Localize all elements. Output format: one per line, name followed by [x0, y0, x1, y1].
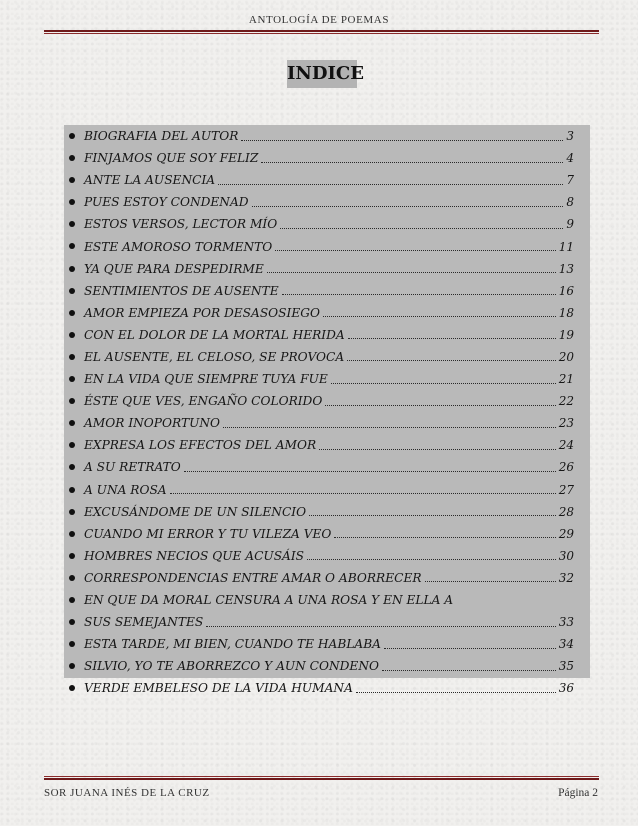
toc-entry-title: YA QUE PARA DESPEDIRME	[84, 261, 264, 276]
toc-entry[interactable]	[64, 589, 590, 611]
toc-entry-title: FINJAMOS QUE SOY FELIZ	[84, 151, 259, 166]
dot-leader	[282, 294, 556, 295]
toc-entry-page: 24	[558, 438, 574, 453]
toc-entry-page: 18	[558, 305, 574, 320]
toc-entry-title: EL AUSENTE, EL CELOSO, SE PROVOCA	[84, 349, 345, 364]
toc-entry-title: CON EL DOLOR DE LA MORTAL HERIDA	[84, 327, 345, 342]
dot-leader	[267, 272, 556, 273]
bullet-icon	[69, 464, 75, 470]
toc-entry[interactable]	[64, 677, 590, 699]
toc-entry-title: ESTOS VERSOS, LECTOR MÍO	[84, 217, 278, 232]
dot-leader	[382, 670, 556, 671]
dot-leader	[223, 427, 556, 428]
toc-entry-page: 23	[558, 416, 574, 431]
footer-page-number: Página 2	[558, 787, 598, 799]
dot-leader	[323, 316, 556, 317]
bullet-icon	[69, 398, 75, 404]
toc-entry[interactable]	[64, 501, 590, 523]
toc-entry-title: VERDE EMBELESO DE LA VIDA HUMANA	[84, 681, 353, 696]
toc-entry[interactable]	[64, 258, 590, 280]
bullet-icon	[69, 177, 75, 183]
toc-entry-title: EN QUE DA MORAL CENSURA A UNA ROSA Y EN ELLA A	[84, 593, 454, 608]
dot-leader	[331, 383, 556, 384]
dot-leader	[252, 206, 564, 207]
toc-entry[interactable]	[64, 213, 590, 235]
toc-entry[interactable]	[64, 545, 590, 567]
dot-leader	[241, 140, 563, 141]
bullet-icon	[69, 155, 75, 161]
toc-entry-page: 33	[558, 615, 574, 630]
table-of-contents	[64, 125, 590, 696]
toc-entry-page: 21	[558, 372, 574, 387]
toc-entry-title: CUANDO MI ERROR Y TU VILEZA VEO	[84, 526, 332, 541]
toc-entry-page: 26	[558, 460, 574, 475]
bullet-icon	[69, 133, 75, 139]
toc-entry-title: AMOR EMPIEZA POR DESASOSIEGO	[84, 305, 320, 320]
toc-entry[interactable]	[64, 280, 590, 302]
index-title: INDICE	[287, 60, 357, 88]
toc-entry-title: SUS SEMEJANTES	[84, 615, 204, 630]
toc-entry-page: 32	[558, 570, 574, 585]
bullet-icon	[69, 199, 75, 205]
bullet-icon	[69, 509, 75, 515]
toc-entry[interactable]	[64, 611, 590, 633]
toc-entry[interactable]	[64, 412, 590, 434]
bullet-icon	[69, 442, 75, 448]
toc-entry-title: A SU RETRATO	[84, 460, 181, 475]
dot-leader	[319, 449, 556, 450]
toc-entry-page: 36	[558, 681, 574, 696]
toc-entry[interactable]	[64, 324, 590, 346]
toc-entry[interactable]	[64, 434, 590, 456]
toc-entry[interactable]	[64, 456, 590, 478]
dot-leader	[307, 559, 556, 560]
bullet-icon	[69, 266, 75, 272]
toc-entry[interactable]	[64, 147, 590, 169]
toc-entry-title: EXCUSÁNDOME DE UN SILENCIO	[84, 504, 307, 519]
bullet-icon	[69, 310, 75, 316]
dot-leader	[348, 338, 556, 339]
bullet-icon	[69, 663, 75, 669]
bullet-icon	[69, 487, 75, 493]
bullet-icon	[69, 597, 75, 603]
toc-entry[interactable]	[64, 390, 590, 412]
toc-entry-page: 9	[566, 217, 574, 232]
toc-entry[interactable]	[64, 346, 590, 368]
toc-entry-page: 34	[558, 637, 574, 652]
dot-leader	[356, 692, 556, 693]
toc-entry[interactable]	[64, 523, 590, 545]
toc-entry-page: 22	[558, 394, 574, 409]
dot-leader	[206, 626, 556, 627]
toc-entry-page: 7	[566, 173, 574, 188]
toc-entry-page: 8	[566, 195, 574, 210]
toc-entry-title: SILVIO, YO TE ABORREZCO Y AUN CONDENO	[84, 659, 379, 674]
toc-entry[interactable]	[64, 235, 590, 257]
toc-entry-page: 19	[558, 327, 574, 342]
header-rule	[44, 30, 599, 34]
bullet-icon	[69, 332, 75, 338]
toc-entry-title: ANTE LA AUSENCIA	[84, 173, 216, 188]
toc-entry-page: 3	[566, 129, 574, 144]
toc-entry-page: 29	[558, 526, 574, 541]
toc-entry-title: A UNA ROSA	[84, 482, 167, 497]
toc-entry-page: 27	[558, 482, 574, 497]
toc-entry[interactable]	[64, 125, 590, 147]
running-header: ANTOLOGÍA DE POEMAS	[248, 14, 390, 26]
bullet-icon	[69, 376, 75, 382]
bullet-icon	[69, 619, 75, 625]
bullet-icon	[69, 221, 75, 227]
toc-entry-title: AMOR INOPORTUNO	[84, 416, 221, 431]
bullet-icon	[69, 685, 75, 691]
toc-entry-title: EN LA VIDA QUE SIEMPRE TUYA FUE	[84, 372, 328, 387]
toc-entry-page: 20	[558, 349, 574, 364]
toc-entry-title: EXPRESA LOS EFECTOS DEL AMOR	[84, 438, 317, 453]
dot-leader	[280, 228, 563, 229]
toc-entry-title: SENTIMIENTOS DE AUSENTE	[84, 283, 279, 298]
bullet-icon	[69, 553, 75, 559]
dot-leader	[309, 515, 556, 516]
dot-leader	[261, 162, 563, 163]
bullet-icon	[69, 531, 75, 537]
dot-leader	[218, 184, 563, 185]
toc-entry-page: 35	[558, 659, 574, 674]
toc-entry[interactable]	[64, 633, 590, 655]
toc-entry-title: BIOGRAFIA DEL AUTOR	[84, 129, 239, 144]
toc-entry[interactable]	[64, 368, 590, 390]
toc-entry-title: PUES ESTOY CONDENAD	[84, 195, 249, 210]
dot-leader	[275, 250, 555, 251]
toc-entry-page: 16	[558, 283, 574, 298]
bullet-icon	[69, 575, 75, 581]
dot-leader	[347, 360, 556, 361]
bullet-icon	[69, 420, 75, 426]
footer-rule	[44, 776, 599, 780]
bullet-icon	[69, 354, 75, 360]
toc-entry[interactable]	[64, 169, 590, 191]
toc-entry[interactable]	[64, 191, 590, 213]
toc-entry-title: CORRESPONDENCIAS ENTRE AMAR O ABORRECER	[84, 570, 422, 585]
toc-entry[interactable]	[64, 567, 590, 589]
toc-entry-page: 30	[558, 548, 574, 563]
dot-leader	[384, 648, 556, 649]
dot-leader	[170, 493, 556, 494]
toc-entry-title: ESTE AMOROSO TORMENTO	[84, 239, 273, 254]
toc-entry[interactable]	[64, 479, 590, 501]
toc-entry[interactable]	[64, 655, 590, 677]
dot-leader	[425, 581, 556, 582]
dot-leader	[334, 537, 555, 538]
toc-entry-page: 28	[558, 504, 574, 519]
dot-leader	[325, 405, 555, 406]
toc-entry[interactable]	[64, 302, 590, 324]
bullet-icon	[69, 243, 75, 249]
bullet-icon	[69, 288, 75, 294]
toc-entry-title: HOMBRES NECIOS QUE ACUSÁIS	[84, 548, 305, 563]
toc-entry-page: 4	[566, 151, 574, 166]
bullet-icon	[69, 641, 75, 647]
toc-entry-title: ESTA TARDE, MI BIEN, CUANDO TE HABLABA	[84, 637, 381, 652]
toc-entry-page: 13	[558, 261, 574, 276]
footer-author: SOR JUANA INÉS DE LA CRUZ	[44, 787, 210, 799]
toc-entry-page: 11	[558, 239, 574, 254]
dot-leader	[184, 471, 556, 472]
toc-entry-title: ÉSTE QUE VES, ENGAÑO COLORIDO	[84, 394, 323, 409]
